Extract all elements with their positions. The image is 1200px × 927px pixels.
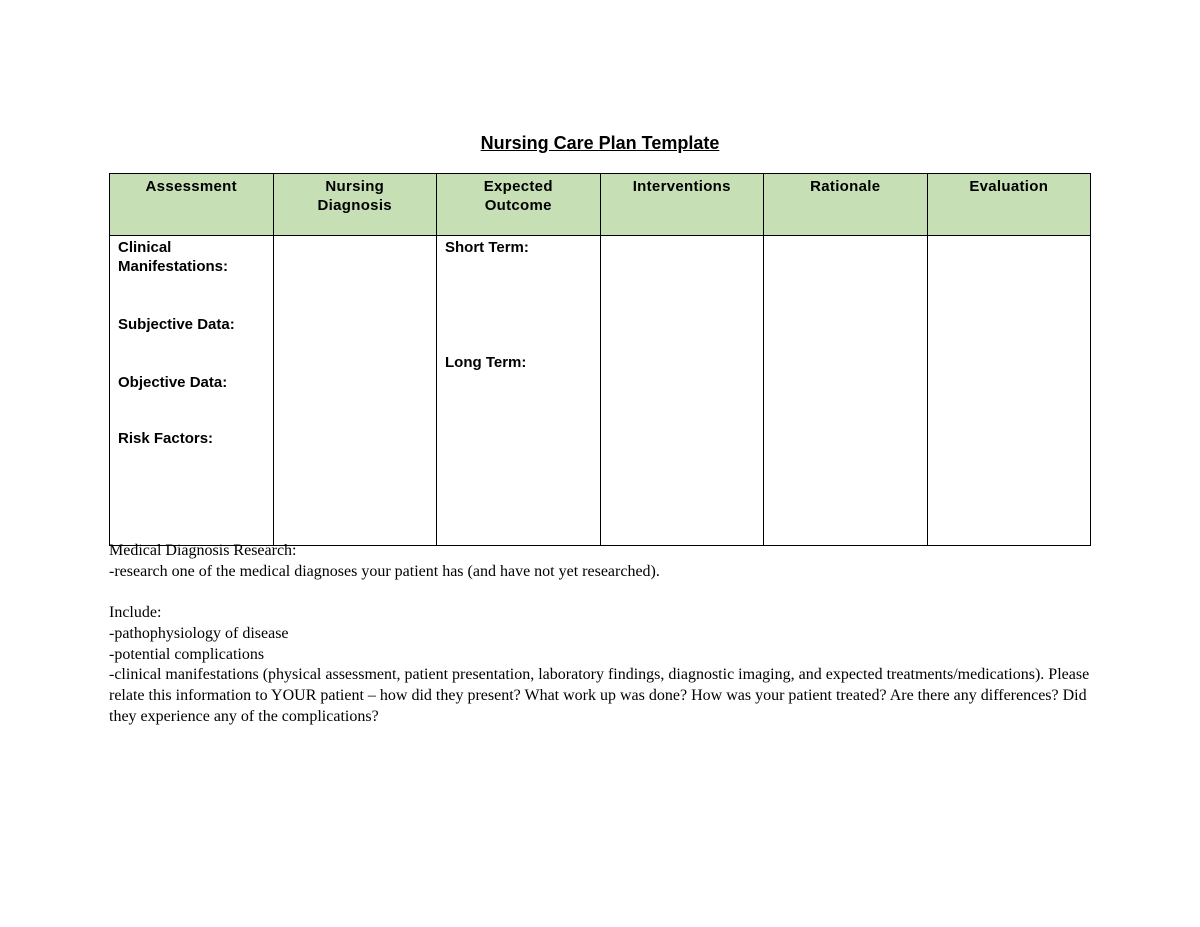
list-item: -potential complications [109, 645, 265, 663]
notes-heading: Medical Diagnosis Research: [109, 542, 297, 559]
nursing-diagnosis-cell[interactable] [273, 236, 437, 546]
list-item: -pathophysiology of disease [109, 624, 289, 642]
notes-instruction: -research one of the medical diagnoses your patient has (and have not yet researched). [109, 562, 660, 580]
interventions-cell[interactable] [600, 236, 764, 546]
header-row [110, 174, 1091, 236]
header-interventions: Interventions [600, 174, 764, 236]
header-rationale: Rationale [764, 174, 928, 236]
rationale-cell[interactable] [764, 236, 928, 546]
notes-spacer [109, 582, 1099, 603]
research-notes [109, 541, 1099, 727]
objective-data-label: Objective Data: [118, 374, 228, 391]
header-evaluation: Evaluation [927, 174, 1091, 236]
subjective-data-label: Subjective Data: [118, 316, 235, 333]
header-assessment: Assessment [110, 174, 274, 236]
header-expected-outcome: Expected Outcome [437, 174, 601, 236]
care-plan-table [109, 173, 1091, 546]
short-term-label: Short Term: [445, 239, 529, 256]
assessment-cell [110, 236, 274, 546]
list-item: -clinical manifestations (physical assessment, patient presentation, laboratory findings, diagnostic imaging, and expected treatments/medications). Please relate this information to YOUR patient – how did they present? What work up was done? How was your patient treated? Are there any differences? Did they experience any of the complications? [109, 666, 1090, 725]
document-title: Nursing Care Plan Template [480, 133, 720, 153]
risk-factors-label: Risk Factors: [118, 430, 214, 447]
evaluation-cell[interactable] [927, 236, 1091, 546]
long-term-label: Long Term: [445, 354, 527, 371]
expected-outcome-cell [437, 236, 601, 546]
table-row [110, 236, 1091, 546]
include-label: Include: [109, 604, 162, 622]
clinical-manifestations-label: Clinical Manifestations: [118, 239, 229, 275]
header-nursing-diagnosis: Nursing Diagnosis [273, 174, 437, 236]
